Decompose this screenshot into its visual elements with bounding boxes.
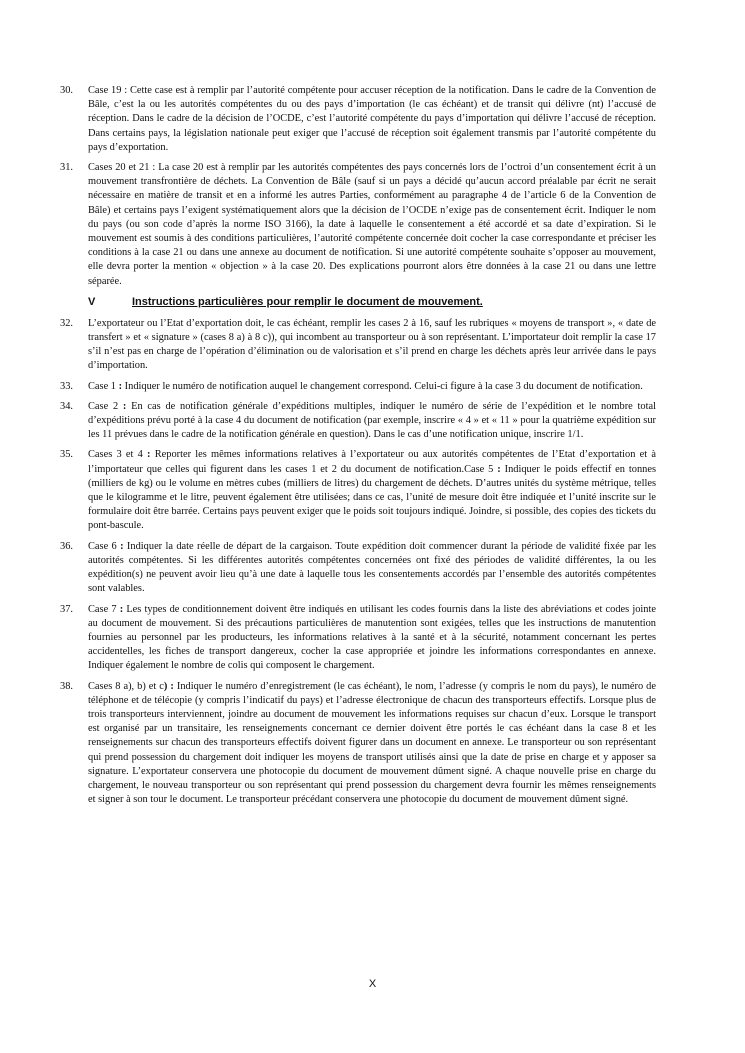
text-segment: Case 19 : Cette case est à remplir par l’autorité compétente pour accuser réception de la notification. Dans le cadre de la Convention de Bâle, c’est la ou les autorités compétentes du ou des pays d’importation (le cas échéant) et de transit qui délivre (nt) l’accusé de réception. Dans le cadre de la décision de l’OCDE, c’est l’autorité compétente du pays d’importation qui délivre l’accusé de réception. Dans certains pays, la législation nationale peut exiger que l’accusé de réception soit également transmis par l’autorité compétente du pays d’exportation. — [88, 85, 656, 153]
bold-text-segment: : — [119, 603, 124, 615]
text-segment: En cas de notification générale d’expéditions multiples, indiquer le numéro de série de l’expédition et le nombre total d’expéditions prévu porté à la case 4 du document de notification (par exemple, inscrire « 4 » et « 11 » pour la quatrième expédition sur les 11 prévues dans le cadre de la notification générale en question). Dans le cas d’une notification unique, inscrire 1/1. — [88, 400, 656, 441]
paragraph-number: 34. — [60, 400, 73, 412]
text-segment: Case 7 — [88, 603, 120, 615]
paragraph-number: 33. — [60, 380, 73, 392]
numbered-paragraph — [60, 448, 656, 533]
numbered-paragraph — [60, 380, 656, 394]
bold-text-segment: : — [122, 400, 127, 412]
text-segment: Cases 20 et 21 : La case 20 est à remplir par les autorités compétentes des pays concernés lors de l’octroi d’un consentement écrit à un mouvement transfrontière de déchets. La Convention de Bâle (sauf si un pays a décidé qu’aucun accord préalable par écrit ne serait nécessaire en matière de transit et en a informé les autres Parties, conformément au paragraphe 4 de l’article 6 de la Convention de Bâle) et certains pays l’exigent systématiquement alors que la décision de l’OCDE n’exige pas de consentement écrit. Indiquer le nom du pays (ou son code d’après la norme ISO 3166), la date à laquelle le consentement a été accordé et sa date d’expiration. Si le mouvement est soumis à des conditions particulières, l’autorité compétente concernée doit cocher la case correspondante et préciser les conditions à la case 21 ou dans une annexe au document de notification. Si une autorité compétente souhaite s’opposer au mouvement, elle devra porter la mention « objection » à la case 20. Des explications pourront alors être données à la case 21 ou dans une lettre séparée. — [88, 162, 656, 287]
text-segment: Cases 3 et 4 — [88, 449, 148, 461]
bold-text-segment: : — [120, 540, 124, 552]
text-segment: Indiquer le numéro d’enregistrement (le cas échéant), le nom, l’adresse (y compris le nom du pays), le numéro de téléphone et de télécopie (y compris l’indicatif du pays) et l’adresse électronique de chacun des transporteurs effectifs. Lorsque plus de trois transporteurs interviennent, joindre au document de mouvement les informations requises sur chacun d’eux. Lorsque le transport est organisé par un transitaire, les renseignements concernant ce dernier doivent être portés le cas échéant dans la case 8 et les renseignements sur chacun des transporteurs effectifs doivent figurer dans un document en annexe. Le transporteur ou son représentant qui prend possession du chargement doit indiquer les moyens de transport utilisés ainsi que la date de prise en charge et y apposer sa signature. L’exportateur conservera une photocopie du document de mouvement dûment signé. A chaque nouvelle prise en charge du chargement, le nouveau transporteur ou son représentant qui prend possession du chargement devra fournir les mêmes renseignements et signer à son tour le document. Le transporteur précédant conservera une photocopie du document de mouvement dûment signé. — [88, 680, 656, 806]
text-segment: Reporter les mêmes informations relatives à l’exportateur ou aux autorités compétentes de l’Etat d’exportation et à l’importateur que celles qui figurent dans les cases 1 et 2 du document de notification.Case 5 — [88, 449, 656, 475]
section-heading — [88, 295, 656, 309]
paragraph-group-b — [60, 317, 656, 808]
paragraph-number: 31. — [60, 162, 73, 174]
paragraph-number: 36. — [60, 540, 73, 552]
numbered-paragraph — [60, 680, 656, 808]
text-segment: Case 2 — [88, 400, 123, 412]
numbered-paragraph — [60, 603, 656, 674]
numbered-paragraph — [60, 400, 656, 443]
text-segment: Case 6 — [88, 540, 121, 552]
paragraph-number: 37. — [60, 603, 73, 615]
text-segment: Indiquer le numéro de notification auquel le changement correspond. Celui-ci figure à la case 3 du document de notification. — [122, 380, 643, 392]
section-number: V — [88, 295, 96, 308]
text-segment: Les types de conditionnement doivent être indiqués en utilisant les codes fournis dans la liste des abréviations et codes jointe au document de mouvement. Si des précautions particulières de manutention sont exigées, telles que les instructions de manutention fournies au personnel par les producteurs, les informations relatives à la santé et à la sécurité, notamment concernant les pertes accidentelles, les fiches de transport dangereux, cocher la case appropriée et joindre les informations correspondantes en annexe. Indiquer également le nombre de colis qui composent le chargement. — [88, 603, 656, 672]
text-segment: Case 1 — [88, 380, 119, 392]
page-number: X — [368, 978, 377, 990]
bold-text-segment: : — [497, 463, 501, 475]
text-segment: Indiquer la date réelle de départ de la cargaison. Toute expédition doit commencer durant la période de validité fixée par les autorités compétentes. Si les différentes autorités compétentes concernées ont fixé des périodes de validité différentes, la ou les expédition(s) ne peuvent avoir lieu qu’à une date à laquelle tous les consentements accordés par l’ensemble des autorités compétentes sont valables. — [88, 540, 656, 595]
text-segment: L’exportateur ou l’Etat d’exportation doit, le cas échéant, remplir les cases 2 à 16, sauf les rubriques « moyens de transport », « date de transfert » et « signature » (cases 8 a) à 8 c)), qui incombent au transporteur ou à son représentant. L’importateur doit remplir la case 17 s’il n’est pas en charge de l’opération d’élimination ou de valorisation et s’il prend en charge les déchets après leur arrivée dans le pays d’importation. — [88, 317, 656, 372]
section-title: Instructions particulières pour remplir le document de mouvement. — [132, 295, 483, 308]
bold-text-segment: : — [147, 449, 151, 461]
numbered-paragraph — [60, 161, 656, 289]
numbered-paragraph — [60, 84, 656, 155]
text-segment: Indiquer le poids effectif en tonnes (milliers de kg) ou le volume en mètres cubes (milliers de litres) du chargement de déchets. D’autres unités du système métrique, telles que le kilogramme et le litre, peuvent également être utilisées; dans ce cas, l’unité de mesure doit être indiquée et l’unité inscrite sur le formulaire doit être barrée. Certains pays peuvent exiger que le poids soit toujours indiqué. Joindre, si possible, des copies des tickets du pont-bascule. — [88, 463, 656, 532]
paragraph-number: 30. — [60, 85, 73, 96]
paragraph-number: 38. — [60, 680, 73, 692]
numbered-paragraph — [60, 540, 656, 597]
paragraph-number: 35. — [60, 449, 73, 461]
paragraph-group-a — [60, 84, 656, 289]
bold-text-segment: : — [118, 380, 123, 392]
paragraph-number: 32. — [60, 317, 73, 329]
bold-text-segment: ) : — [163, 680, 174, 692]
text-segment: Cases 8 a), b) et c — [88, 680, 164, 692]
numbered-paragraph — [60, 317, 656, 374]
page-content — [60, 84, 656, 813]
